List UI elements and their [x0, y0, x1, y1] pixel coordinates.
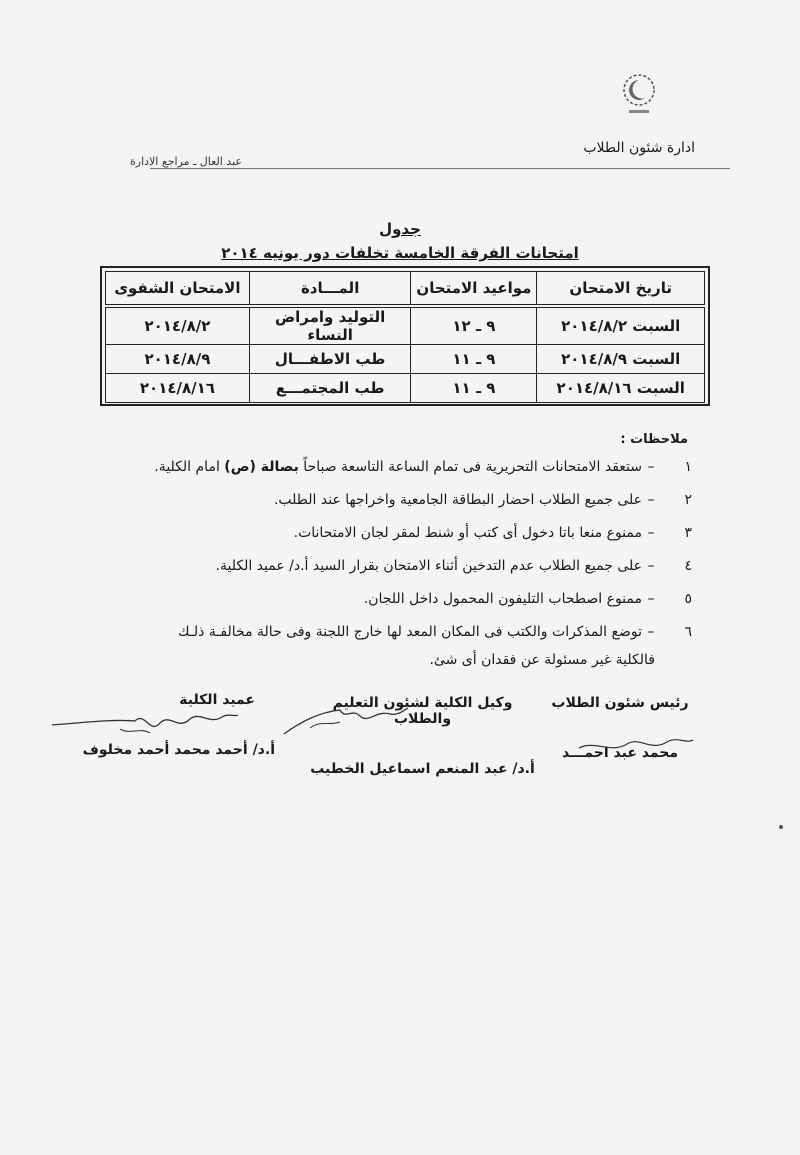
- table-row: [106, 306, 705, 345]
- note-text: ستعقد الامتحانات التحريرية فى تمام الساعة التاسعة صباحاً بصالة (ص) امام الكلية.: [154, 458, 642, 475]
- note-text: ممنوع اصطحاب التليفون المحمول داخل اللجان.: [363, 590, 642, 607]
- note-number: ٢: [684, 491, 692, 508]
- cell-subject: طب الاطفـــال: [249, 345, 411, 374]
- note-text: توضع المذكرات والكتب فى المكان المعد لها خارج اللجنة وفى حالة مخالفـة ذلـك: [177, 623, 642, 640]
- header-subject: المـــادة: [249, 272, 411, 307]
- exam-schedule-table: [100, 266, 710, 406]
- cell-subject: التوليد وامراض النساء: [249, 306, 411, 345]
- signatory-name: محمد عبد احمـــد: [561, 745, 679, 761]
- student-affairs-signature-scribble-icon: [575, 730, 695, 760]
- table-row: [106, 374, 705, 403]
- cell-exam-time: ٩ ـ ١١: [411, 374, 537, 403]
- signatory-role: وكيل الكلية لشئون التعليم والطلاب: [332, 695, 513, 727]
- cell-exam-time: ٩ ـ ١٢: [411, 306, 537, 345]
- department-name: ادارة شئون الطلاب: [583, 140, 695, 156]
- document-title: جدول: [379, 220, 421, 238]
- note-item: ٥ – ممنوع اصطحاب التليفون المحمول داخل اللجان.: [363, 590, 692, 607]
- note-item: ١ – ستعقد الامتحانات التحريرية فى تمام الساعة التاسعة صباحاً بصالة (ص) امام الكلية.: [154, 458, 692, 475]
- signatory-role: عميد الكلية: [179, 692, 255, 708]
- document-subtitle: امتحانات الفرقة الخامسة تخلفات دور يونيه ٢٠١٤: [221, 244, 579, 262]
- exam-hall-label: بصالة (ص): [224, 458, 299, 475]
- note-text: على جميع الطلاب عدم التدخين أثناء الامتحان بقرار السيد أ.د/ عميد الكلية.: [215, 557, 642, 574]
- cell-oral-exam: ٢٠١٤/٨/٢: [106, 306, 250, 345]
- cell-exam-date: السبت ٢٠١٤/٨/٢: [537, 306, 705, 345]
- note-item: ٦ – توضع المذكرات والكتب فى المكان المعد لها خارج اللجنة وفى حالة مخالفـة ذلـك: [177, 623, 692, 640]
- university-logo-icon: [615, 68, 661, 122]
- signatory-role: رئيس شئون الطلاب: [551, 695, 689, 711]
- signatory-name: أ.د/ أحمد محمد أحمد مخلوف: [82, 742, 275, 758]
- cell-oral-exam: ٢٠١٤/٨/١٦: [106, 374, 250, 403]
- notes-heading: ملاحظات :: [620, 432, 688, 447]
- note-continuation: فالكلية غير مسئولة عن فقدان أى شئ.: [429, 652, 655, 668]
- note-number: ٤: [684, 557, 692, 574]
- dean-signature-scribble-icon: [50, 705, 240, 745]
- note-number: ١: [684, 458, 692, 475]
- signatory-name: أ.د/ عبد المنعم اسماعيل الخطيب: [310, 761, 535, 777]
- note-text: على جميع الطلاب احضار البطاقة الجامعية واخراجها عند الطلب.: [273, 491, 642, 508]
- cell-exam-date: السبت ٢٠١٤/٨/١٦: [537, 374, 705, 403]
- note-item: ٤ – على جميع الطلاب عدم التدخين أثناء الامتحان بقرار السيد أ.د/ عميد الكلية.: [215, 557, 692, 574]
- note-number: ٥: [684, 590, 692, 607]
- cell-oral-exam: ٢٠١٤/٨/٩: [106, 345, 250, 374]
- header-exam-date: تاريخ الامتحان: [537, 272, 705, 307]
- cell-exam-date: السبت ٢٠١٤/٨/٩: [537, 345, 705, 374]
- note-number: ٦: [684, 623, 692, 640]
- scan-speck: [779, 825, 783, 829]
- cell-subject: طب المجتمـــع: [249, 374, 411, 403]
- table-header-row: [106, 272, 705, 307]
- note-number: ٣: [684, 524, 692, 541]
- cell-exam-time: ٩ ـ ١١: [411, 345, 537, 374]
- note-item: ٣ – ممنوع منعا باتا دخول أى كتب أو شنط لمقر لجان الامتحانات.: [293, 524, 692, 541]
- header-exam-time: مواعيد الامتحان: [411, 272, 537, 307]
- header-divider: [150, 168, 730, 169]
- reviewer-name: عبد العال ـ مراجع الادارة: [130, 155, 242, 168]
- note-item: ٢ – على جميع الطلاب احضار البطاقة الجامعية واخراجها عند الطلب.: [273, 491, 692, 508]
- header-oral-exam: الامتحان الشفوى: [106, 272, 250, 307]
- notes-list: [72, 450, 692, 648]
- note-text: ممنوع منعا باتا دخول أى كتب أو شنط لمقر لجان الامتحانات.: [293, 524, 642, 541]
- vice-dean-signature-scribble-icon: [280, 700, 410, 740]
- table-row: [106, 345, 705, 374]
